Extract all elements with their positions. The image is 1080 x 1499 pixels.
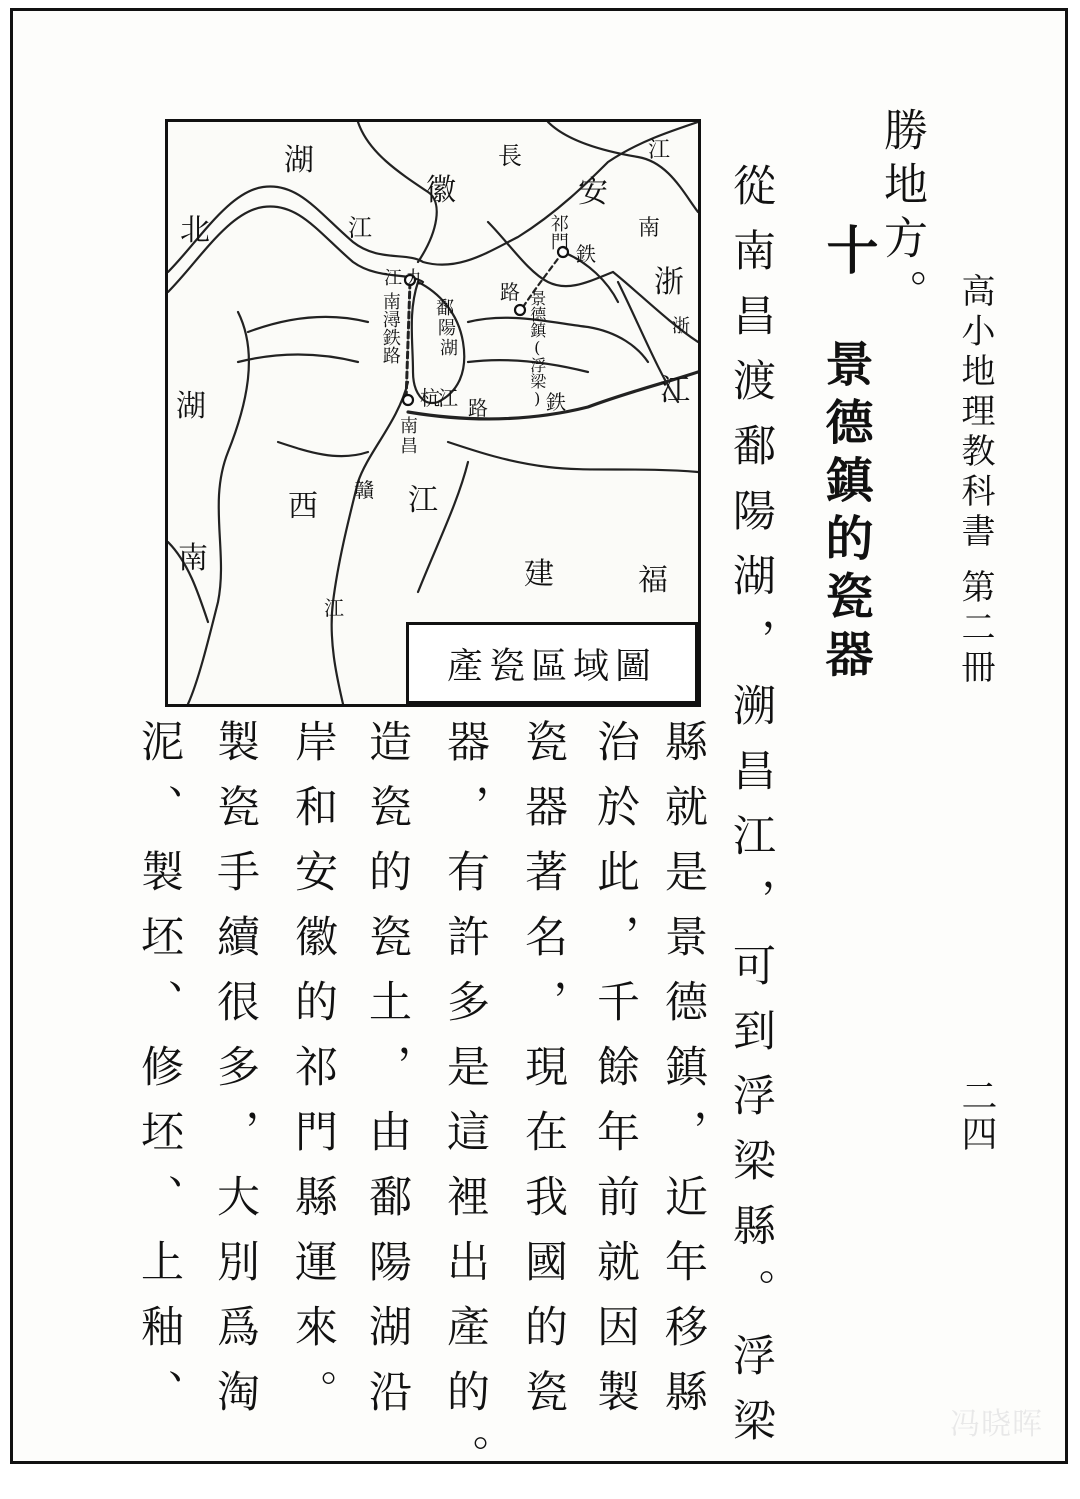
map-label: 江: [384, 268, 402, 289]
map-label: 昌: [400, 436, 418, 457]
map-label: 湖: [440, 338, 458, 359]
map-label: 南: [638, 216, 661, 241]
railway-label: 杭: [420, 386, 440, 410]
map-label: 贛: [354, 478, 374, 502]
map-label: 北: [180, 213, 210, 248]
body-column: 製瓷手續很多，大別爲淘: [210, 719, 260, 1434]
map-label: 九: [406, 268, 424, 289]
road-label: 路: [468, 396, 488, 420]
map-label: 江: [660, 373, 690, 408]
railway-label: 鉄: [546, 390, 566, 414]
map-label: 浙: [672, 316, 690, 337]
map-label: 長: [498, 142, 522, 170]
body-column: 泥、製坯、修坯、上釉、: [134, 719, 184, 1434]
road-label: 路: [500, 280, 520, 304]
body-column: 治於此，千餘年前就因製: [590, 719, 640, 1434]
map-label: 陽: [438, 318, 456, 339]
map-label: 西: [288, 489, 318, 524]
map-label: 福: [638, 563, 668, 598]
book-title-header: [955, 273, 995, 689]
book-title: 高小地理教科書: [955, 273, 995, 553]
body-column: 縣就是景德鎮，近年移縣: [658, 719, 708, 1434]
railway-label: 鉄: [576, 242, 596, 266]
map-label: 南: [400, 416, 418, 437]
qimen-label: 祁門: [547, 214, 569, 250]
porcelain-region-map: [165, 119, 701, 707]
map-label: 江: [648, 138, 671, 163]
map-label: 江: [348, 214, 372, 242]
map-label: 湖: [284, 143, 314, 178]
map-label: 南: [178, 541, 208, 576]
map-label: 江: [408, 483, 438, 518]
intro-line: 勝地方。: [876, 107, 927, 323]
map-label: 安: [578, 175, 608, 210]
jingdezhen-label: 景德鎮(浮梁): [527, 290, 547, 408]
nanxun-railway-label: 南潯鉄路: [379, 292, 401, 364]
page-number: 二四: [956, 1077, 997, 1153]
railway-label: 江: [438, 386, 458, 410]
body-column: 造瓷的瓷土，由鄱陽湖沿: [362, 719, 412, 1434]
map-label: 湖: [176, 389, 206, 424]
textbook-page: [10, 8, 1068, 1499]
map-label: 建: [524, 557, 554, 592]
body-column: 岸和安徽的祁門縣運來。: [288, 719, 338, 1434]
volume-label: 第二冊: [955, 569, 995, 689]
map-label: 徽: [426, 173, 456, 208]
body-column: 器，有許多是這裡出產的。: [440, 719, 490, 1499]
chapter-title: 景德鎮的瓷器: [817, 339, 873, 687]
map-label: 鄱: [436, 298, 454, 319]
chapter-number: 十: [817, 223, 878, 275]
body-column: 從南昌渡鄱陽湖，溯昌江，可到浮梁縣。浮梁: [726, 163, 776, 1463]
map-label: 江: [324, 596, 344, 620]
body-column: 瓷器著名，現在我國的瓷: [518, 719, 568, 1434]
watermark: 冯晓晖: [950, 1407, 1043, 1442]
map-legend: 產瓷區域圖: [406, 622, 698, 704]
map-lines: [168, 122, 698, 704]
map-label: 浙: [654, 265, 684, 300]
